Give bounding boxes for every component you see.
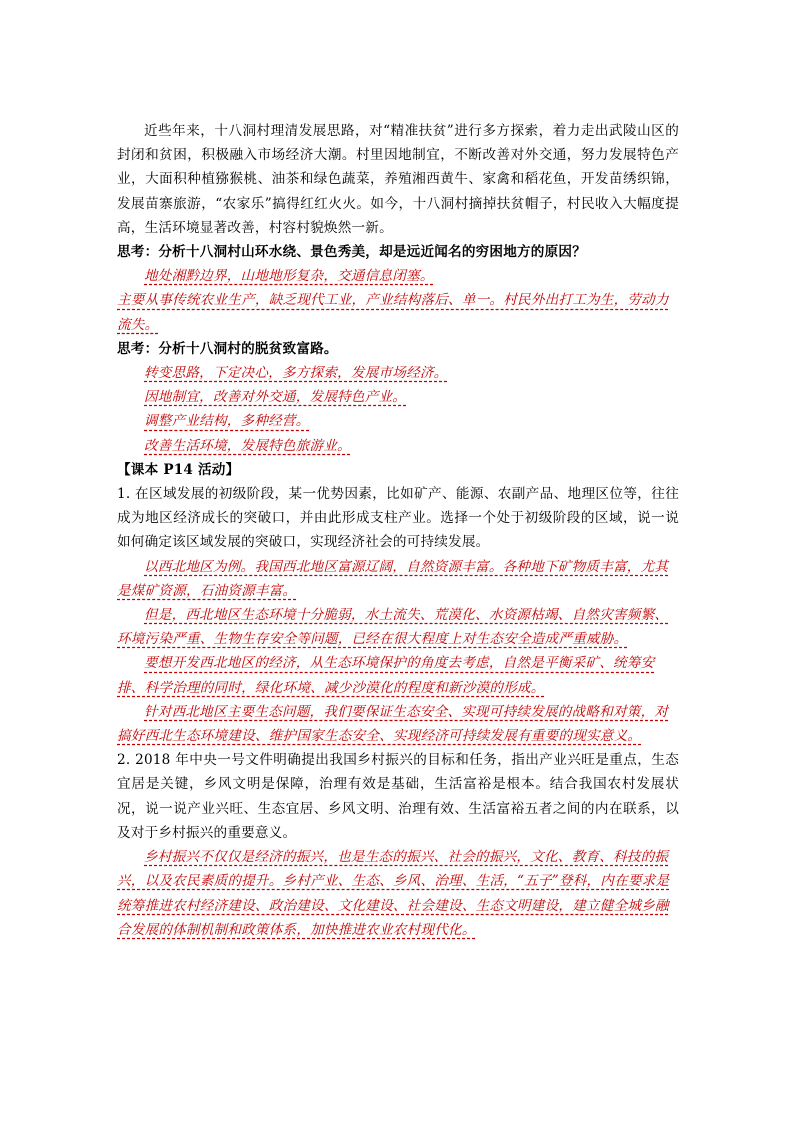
answer-2-line: 转变思路，下定决心，多方探索，发展市场经济。 xyxy=(144,365,448,382)
answer-2-line: 改善生活环境，发展特色旅游业。 xyxy=(144,437,351,454)
item-2-answer: 乡村振兴不仅仅是经济的振兴，也是生态的振兴、社会的振兴，文化、教育、科技的振兴，以及农民素质的提升。乡村产业、生态、乡风、治理、生活，“五子”登科，内在要求是统筹推进农村经济建设、政治建设、文化建设、社会建设、生态文明建设，建立健全城乡融合发展的体制机制和政策体系，加快推进农业农村现代化。 xyxy=(117,849,670,938)
answer-2-line: 因地制宜，改善对外交通，发展特色产业。 xyxy=(144,389,407,406)
answer-1-line: 地处湘黔边界，山地地形复杂，交通信息闭塞。 xyxy=(144,268,434,285)
item-1-answer: 但是，西北地区生态环境十分脆弱，水土流失、荒漠化、水资源枯竭、自然灾害频繁、环境污染严重、生物生存安全等问题，已经在很大程度上对生态安全造成严重威胁。 xyxy=(117,607,669,648)
intro-paragraph: 近些年来，十八洞村理清发展思路，对“精准扶贫”进行多方探索，着力走出武陵山区的封闭和贫困，积极融入市场经济大潮。村里因地制宜，不断改善对外交通，努力发展特色产业，大面积种植猕猴桃、油茶和绿色蔬菜，养殖湘西黄牛、家禽和稻花鱼，开发苗绣织锦，发展苗寨旅游，“农家乐”搞得红红火火。如今，十八洞村摘掉扶贫帽子，村民收入大幅度提高，生活环境显著改善，村容村貌焕然一新。 xyxy=(117,123,679,236)
item-1-answer: 要想开发西北地区的经济，从生态环境保护的角度去考虑，自然是平衡采矿、统筹安排、科学治理的同时，绿化环境、减少沙漠化的程度和新沙漠的形成。 xyxy=(117,655,655,696)
document-page xyxy=(117,119,679,942)
answer-1-line: 主要从事传统农业生产，缺乏现代工业，产业结构落后、单一。村民外出打工为生，劳动力流失。 xyxy=(117,292,669,333)
question-1: 思考：分析十八洞村山环水绕、景色秀美，却是远近闻名的穷困地方的原因？ xyxy=(117,244,586,261)
question-2: 思考：分析十八洞村的脱贫致富路。 xyxy=(117,340,338,357)
section-heading: 【课本 P14 活动】 xyxy=(117,461,240,478)
answer-2-line: 调整产业结构，多种经营。 xyxy=(144,413,310,430)
activity-item-1: 1. 在区域发展的初级阶段，某一优势因素，比如矿产、能源、农副产品、地理区位等，往往成为地区经济成长的突破口，并由此形成支柱产业。选择一个处于初级阶段的区域，说一说如何确定该区域发展的突破口，实现经济社会的可持续发展。 xyxy=(117,486,679,551)
activity-item-2: 2. 2018 年中央一号文件明确提出我国乡村振兴的目标和任务，指出产业兴旺是重点，生态宜居是关键，乡风文明是保障，治理有效是基础，生活富裕是根本。结合我国农村发展状况，说一说产业兴旺、生态宜居、乡风文明、治理有效、生活富裕五者之间的内在联系，以及对于乡村振兴的重要意义。 xyxy=(117,752,679,841)
item-1-answer: 针对西北地区主要生态问题，我们要保证生态安全、实现可持续发展的战略和对策，对搞好西北生态环境建设、维护国家生态安全、实现经济可持续发展有重要的现实意义。 xyxy=(117,703,669,745)
item-1-answer: 以西北地区为例。我国西北地区富源辽阔，自然资源丰富。各种地下矿物质丰富，尤其是煤矿资源，石油资源丰富。 xyxy=(117,558,669,599)
